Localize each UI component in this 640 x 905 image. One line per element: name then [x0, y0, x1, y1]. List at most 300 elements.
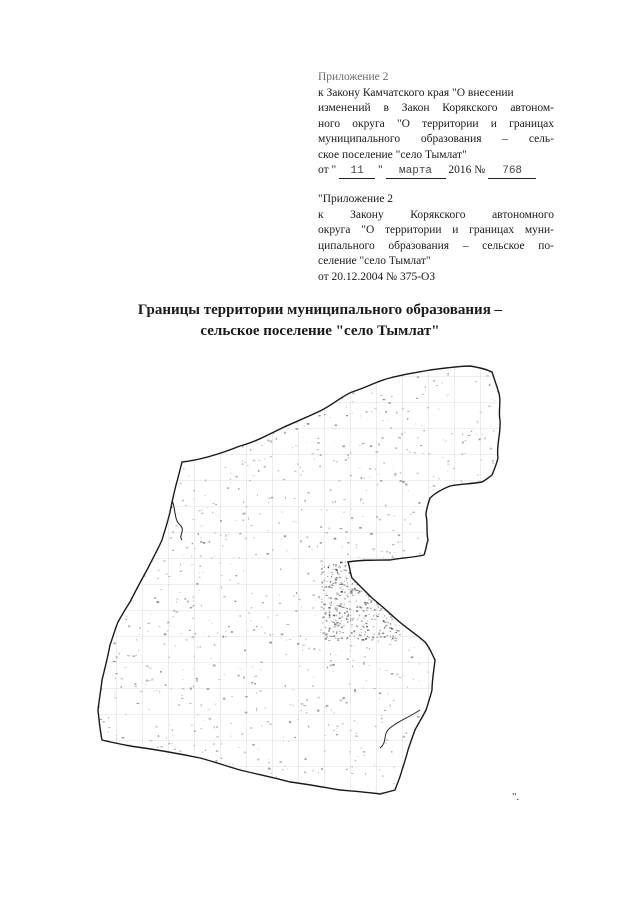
map-speckle [179, 775, 180, 776]
map-speckle [309, 795, 310, 796]
map-speckle [136, 639, 138, 640]
map-speckle [501, 602, 502, 603]
map-speckle [260, 669, 261, 671]
map-speckle [354, 636, 355, 638]
map-speckle [488, 663, 489, 665]
map-speckle [350, 452, 351, 453]
map-speckle [368, 585, 370, 586]
map-speckle [336, 599, 338, 600]
map-speckle [328, 631, 329, 632]
map-speckle [409, 452, 411, 453]
map-speckle [437, 604, 438, 605]
map-speckle [334, 623, 336, 625]
map-speckle [131, 789, 132, 790]
map-speckle [428, 367, 430, 368]
map-speckle [131, 787, 132, 789]
map-speckle [216, 760, 218, 761]
map-speckle [373, 626, 375, 627]
map-speckle [363, 502, 364, 504]
map-speckle [420, 553, 421, 555]
map-speckle [387, 514, 390, 516]
map-speckle [346, 769, 348, 771]
map-speckle [211, 557, 213, 558]
map-speckle [469, 753, 470, 754]
map-speckle [378, 444, 379, 446]
map-speckle [118, 581, 119, 582]
map-speckle [210, 658, 212, 659]
map-speckle [306, 638, 307, 640]
map-speckle [446, 585, 447, 586]
map-speckle [421, 765, 422, 767]
map-speckle [217, 727, 218, 728]
map-speckle [154, 432, 155, 433]
map-speckle [340, 528, 343, 529]
map-speckle [140, 777, 141, 778]
map-speckle [489, 384, 491, 386]
map-speckle [169, 382, 172, 384]
map-speckle [335, 582, 337, 584]
map-speckle [160, 746, 163, 748]
map-speckle [321, 509, 323, 510]
map-speckle [378, 597, 380, 598]
map-speckle [392, 366, 393, 367]
map-speckle [301, 607, 302, 608]
map-speckle [308, 395, 311, 396]
map-speckle [396, 412, 397, 414]
map-speckle [203, 371, 205, 372]
map-speckle [356, 545, 357, 546]
map-speckle [399, 677, 402, 678]
map-speckle [156, 788, 157, 790]
map-speckle [418, 502, 420, 504]
map-speckle [172, 456, 173, 458]
map-speckle [354, 588, 356, 590]
map-speckle [420, 796, 421, 797]
map-speckle [391, 610, 393, 611]
map-speckle [378, 606, 379, 608]
map-speckle [352, 619, 353, 620]
map-speckle [335, 609, 337, 610]
map-speckle [335, 501, 336, 503]
map-speckle [469, 657, 471, 659]
map-speckle [339, 623, 341, 624]
map-speckle [473, 632, 475, 634]
map-speckle [152, 495, 154, 496]
map-speckle [390, 597, 391, 599]
map-speckle [412, 615, 415, 616]
map-speckle [133, 381, 135, 383]
map-speckle [248, 612, 250, 614]
map-speckle [269, 396, 271, 397]
map-speckle [119, 483, 120, 484]
map-speckle [343, 625, 345, 626]
annex-line-1: к Закону Камчатского края "О внесении [318, 86, 514, 99]
map-speckle [433, 489, 434, 490]
map-speckle [398, 581, 399, 582]
map-speckle [131, 451, 133, 452]
map-speckle [359, 527, 362, 529]
map-speckle [449, 595, 452, 596]
map-speckle [322, 383, 324, 384]
map-speckle [344, 612, 345, 614]
map-speckle [180, 483, 182, 484]
map-speckle [381, 564, 382, 566]
map-speckle [254, 783, 256, 785]
map-speckle [502, 424, 504, 425]
map-speckle [351, 568, 353, 569]
map-speckle [425, 386, 426, 388]
map-speckle [379, 693, 381, 695]
map-speckle [363, 663, 365, 665]
map-speckle [413, 587, 416, 588]
map-speckle [283, 741, 284, 742]
map-speckle [395, 625, 397, 626]
map-speckle [474, 604, 476, 606]
map-speckle [190, 424, 191, 425]
map-speckle [392, 637, 393, 638]
map-speckle [369, 577, 370, 578]
map-speckle [96, 571, 97, 572]
map-speckle [224, 389, 225, 390]
map-speckle [362, 443, 365, 444]
map-speckle [258, 749, 261, 750]
map-speckle [388, 610, 390, 611]
map-speckle [511, 657, 513, 658]
map-speckle [242, 370, 245, 371]
map-speckle [435, 499, 437, 500]
map-speckle [513, 764, 514, 766]
map-speckle [140, 418, 142, 420]
map-speckle [170, 689, 172, 690]
map-speckle [356, 610, 358, 612]
map-speckle [488, 406, 491, 407]
map-speckle [259, 690, 261, 691]
map-speckle [303, 705, 306, 706]
map-speckle [389, 552, 391, 554]
map-speckle [358, 617, 359, 618]
map-speckle [119, 466, 122, 468]
map-speckle [365, 680, 367, 681]
map-speckle [319, 391, 320, 393]
map-speckle [320, 610, 322, 611]
map-speckle [238, 406, 240, 407]
document-title [100, 300, 540, 342]
map-speckle [294, 559, 295, 560]
map-speckle [248, 431, 251, 432]
map-speckle [109, 604, 110, 606]
map-speckle [349, 635, 350, 637]
map-speckle [435, 510, 437, 511]
map-speckle [509, 628, 511, 630]
map-speckle [383, 564, 385, 565]
map-speckle [183, 555, 185, 556]
map-speckle [221, 778, 223, 779]
map-speckle [199, 565, 201, 566]
map-speckle [400, 480, 403, 481]
map-speckle [303, 377, 306, 378]
map-speckle [202, 404, 203, 406]
map-speckle [314, 648, 316, 650]
map-speckle [248, 519, 249, 520]
map-speckle [149, 765, 151, 767]
map-speckle [444, 650, 447, 651]
map-speckle [346, 578, 348, 579]
map-speckle [372, 609, 373, 610]
map-speckle [122, 365, 124, 366]
map-speckle [380, 668, 381, 670]
map-speckle [318, 697, 320, 699]
map-speckle [413, 512, 415, 513]
map-speckle [489, 717, 491, 718]
map-speckle [194, 731, 196, 732]
map-speckle [368, 614, 370, 615]
map-speckle [315, 788, 316, 789]
map-speckle [275, 448, 276, 450]
map-speckle [393, 700, 395, 702]
map-speckle [372, 570, 374, 571]
map-speckle [460, 675, 461, 677]
map-speckle [422, 394, 425, 395]
map-speckle [286, 550, 288, 551]
map-speckle [201, 704, 202, 706]
map-speckle [303, 383, 304, 384]
map-speckle [289, 721, 291, 723]
map-speckle [509, 796, 511, 797]
map-speckle [382, 633, 384, 634]
map-speckle [295, 522, 296, 523]
map-speckle [150, 448, 152, 449]
map-speckle [201, 510, 203, 511]
map-speckle [353, 646, 355, 647]
map-speckle [461, 547, 462, 549]
map-speckle [390, 605, 391, 606]
map-speckle [312, 685, 313, 687]
map-speckle [146, 680, 149, 682]
map-speckle [162, 423, 163, 424]
map-speckle [399, 631, 400, 632]
map-speckle [347, 615, 349, 616]
map-speckle [391, 639, 392, 641]
map-speckle [145, 782, 146, 784]
map-speckle [220, 360, 221, 362]
map-speckle [480, 412, 482, 414]
map-speckle [390, 623, 391, 624]
map-speckle [225, 631, 226, 633]
map-speckle [272, 634, 273, 635]
map-speckle [399, 587, 400, 588]
map-speckle [396, 574, 398, 575]
map-speckle [206, 442, 208, 443]
map-speckle [306, 712, 307, 714]
map-speckle [315, 600, 316, 601]
map-speckle [197, 647, 198, 649]
map-speckle [339, 588, 341, 589]
map-speckle [135, 419, 136, 421]
map-speckle [223, 793, 225, 794]
map-speckle [413, 679, 414, 681]
map-speckle [279, 790, 282, 791]
map-speckle [459, 716, 460, 717]
map-speckle [340, 571, 341, 572]
map-speckle [420, 635, 423, 636]
map-speckle [303, 645, 305, 646]
map-speckle [339, 595, 341, 596]
map-speckle [325, 638, 327, 640]
map-speckle [317, 449, 318, 450]
map-speckle [366, 610, 368, 611]
map-speckle [374, 587, 376, 588]
map-speckle [268, 762, 270, 763]
map-speckle [353, 612, 354, 613]
map-speckle [380, 589, 381, 590]
map-speckle [482, 599, 484, 601]
map-speckle [111, 376, 114, 377]
map-speckle [334, 429, 335, 430]
map-speckle [366, 595, 368, 596]
map-speckle [317, 438, 319, 439]
map-speckle [352, 660, 354, 661]
map-speckle [129, 515, 130, 516]
map-speckle [155, 726, 157, 728]
map-speckle [170, 538, 173, 539]
map-speckle [404, 431, 405, 433]
map-speckle [342, 723, 344, 725]
map-speckle [297, 388, 300, 390]
map-speckle [328, 565, 330, 566]
map-speckle [328, 724, 329, 725]
map-speckle [388, 610, 390, 611]
map-speckle [374, 619, 375, 620]
map-speckle [361, 632, 362, 633]
map-speckle [298, 364, 299, 366]
map-speckle [360, 498, 363, 499]
map-speckle [190, 688, 192, 690]
map-speckle [504, 605, 505, 607]
map-speckle [254, 676, 257, 677]
map-speckle [371, 639, 373, 640]
annex-line-4: муниципального образования – сель- [318, 133, 554, 145]
map-speckle [417, 376, 420, 378]
document-title-line-1: Границы территории муниципального образования – [137, 302, 503, 318]
map-speckle [410, 751, 412, 752]
map-speckle [373, 638, 374, 639]
map-speckle [361, 621, 363, 622]
map-speckle [352, 595, 354, 596]
map-speckle [352, 589, 354, 590]
map-speckle [323, 590, 324, 591]
map-speckle [108, 727, 111, 728]
map-speckle [345, 459, 348, 461]
map-speckle [148, 440, 151, 442]
map-speckle [321, 599, 322, 600]
map-speckle [377, 637, 379, 638]
map-speckle [377, 599, 379, 601]
map-speckle [407, 687, 408, 688]
map-speckle [330, 653, 331, 655]
map-speckle [230, 479, 231, 481]
map-speckle [374, 688, 376, 689]
map-speckle [166, 574, 168, 575]
map-speckle [339, 565, 340, 566]
map-speckle [240, 615, 241, 617]
map-speckle [490, 426, 491, 427]
map-speckle [119, 484, 120, 485]
map-speckle [334, 712, 335, 714]
map-speckle [341, 617, 343, 618]
map-speckle [395, 640, 397, 642]
map-speckle [510, 671, 512, 672]
map-speckle [421, 598, 422, 599]
map-speckle [349, 609, 351, 610]
map-speckle [223, 698, 226, 700]
map-speckle [364, 563, 366, 565]
map-speckle [321, 601, 324, 602]
map-speckle [391, 751, 393, 753]
map-speckle [391, 597, 393, 598]
map-speckle [387, 590, 389, 591]
map-speckle [233, 372, 235, 373]
map-speckle [348, 614, 349, 615]
map-speckle [351, 624, 352, 625]
map-speckle [374, 566, 376, 567]
map-speckle [471, 430, 473, 432]
map-speckle [470, 527, 471, 528]
map-speckle [430, 487, 431, 488]
map-speckle [410, 586, 413, 587]
map-speckle [458, 576, 459, 577]
map-speckle [496, 684, 497, 686]
map-speckle [177, 379, 178, 380]
map-speckle [254, 683, 256, 685]
map-speckle [320, 526, 322, 527]
map-speckle [116, 738, 117, 739]
map-speckle [100, 528, 101, 529]
map-speckle [404, 788, 406, 789]
map-speckle [289, 369, 292, 371]
map-speckle [323, 604, 326, 606]
map-speckle [378, 614, 379, 615]
map-speckle [465, 522, 466, 524]
map-speckle [439, 737, 440, 738]
map-speckle [148, 423, 150, 424]
map-speckle [134, 532, 135, 534]
map-speckle [341, 627, 343, 628]
map-speckle [231, 723, 232, 724]
map-speckle [325, 612, 327, 613]
map-speckle [365, 583, 367, 585]
map-speckle [380, 636, 382, 637]
map-speckle [346, 595, 347, 596]
map-speckle [390, 635, 391, 637]
map-speckle [168, 500, 169, 501]
map-speckle [307, 415, 308, 416]
map-speckle [225, 467, 227, 468]
map-speckle [200, 537, 202, 538]
map-speckle [392, 584, 394, 586]
map-speckle [375, 469, 376, 471]
map-speckle [214, 793, 217, 794]
map-speckle [373, 633, 376, 635]
map-speckle [128, 794, 130, 795]
map-speckle [117, 520, 120, 521]
map-speckle [336, 633, 337, 634]
map-speckle [364, 602, 366, 604]
map-speckle [134, 686, 137, 687]
map-speckle [352, 412, 353, 413]
map-speckle [164, 360, 166, 361]
map-speckle [230, 736, 231, 737]
map-speckle [170, 625, 171, 626]
